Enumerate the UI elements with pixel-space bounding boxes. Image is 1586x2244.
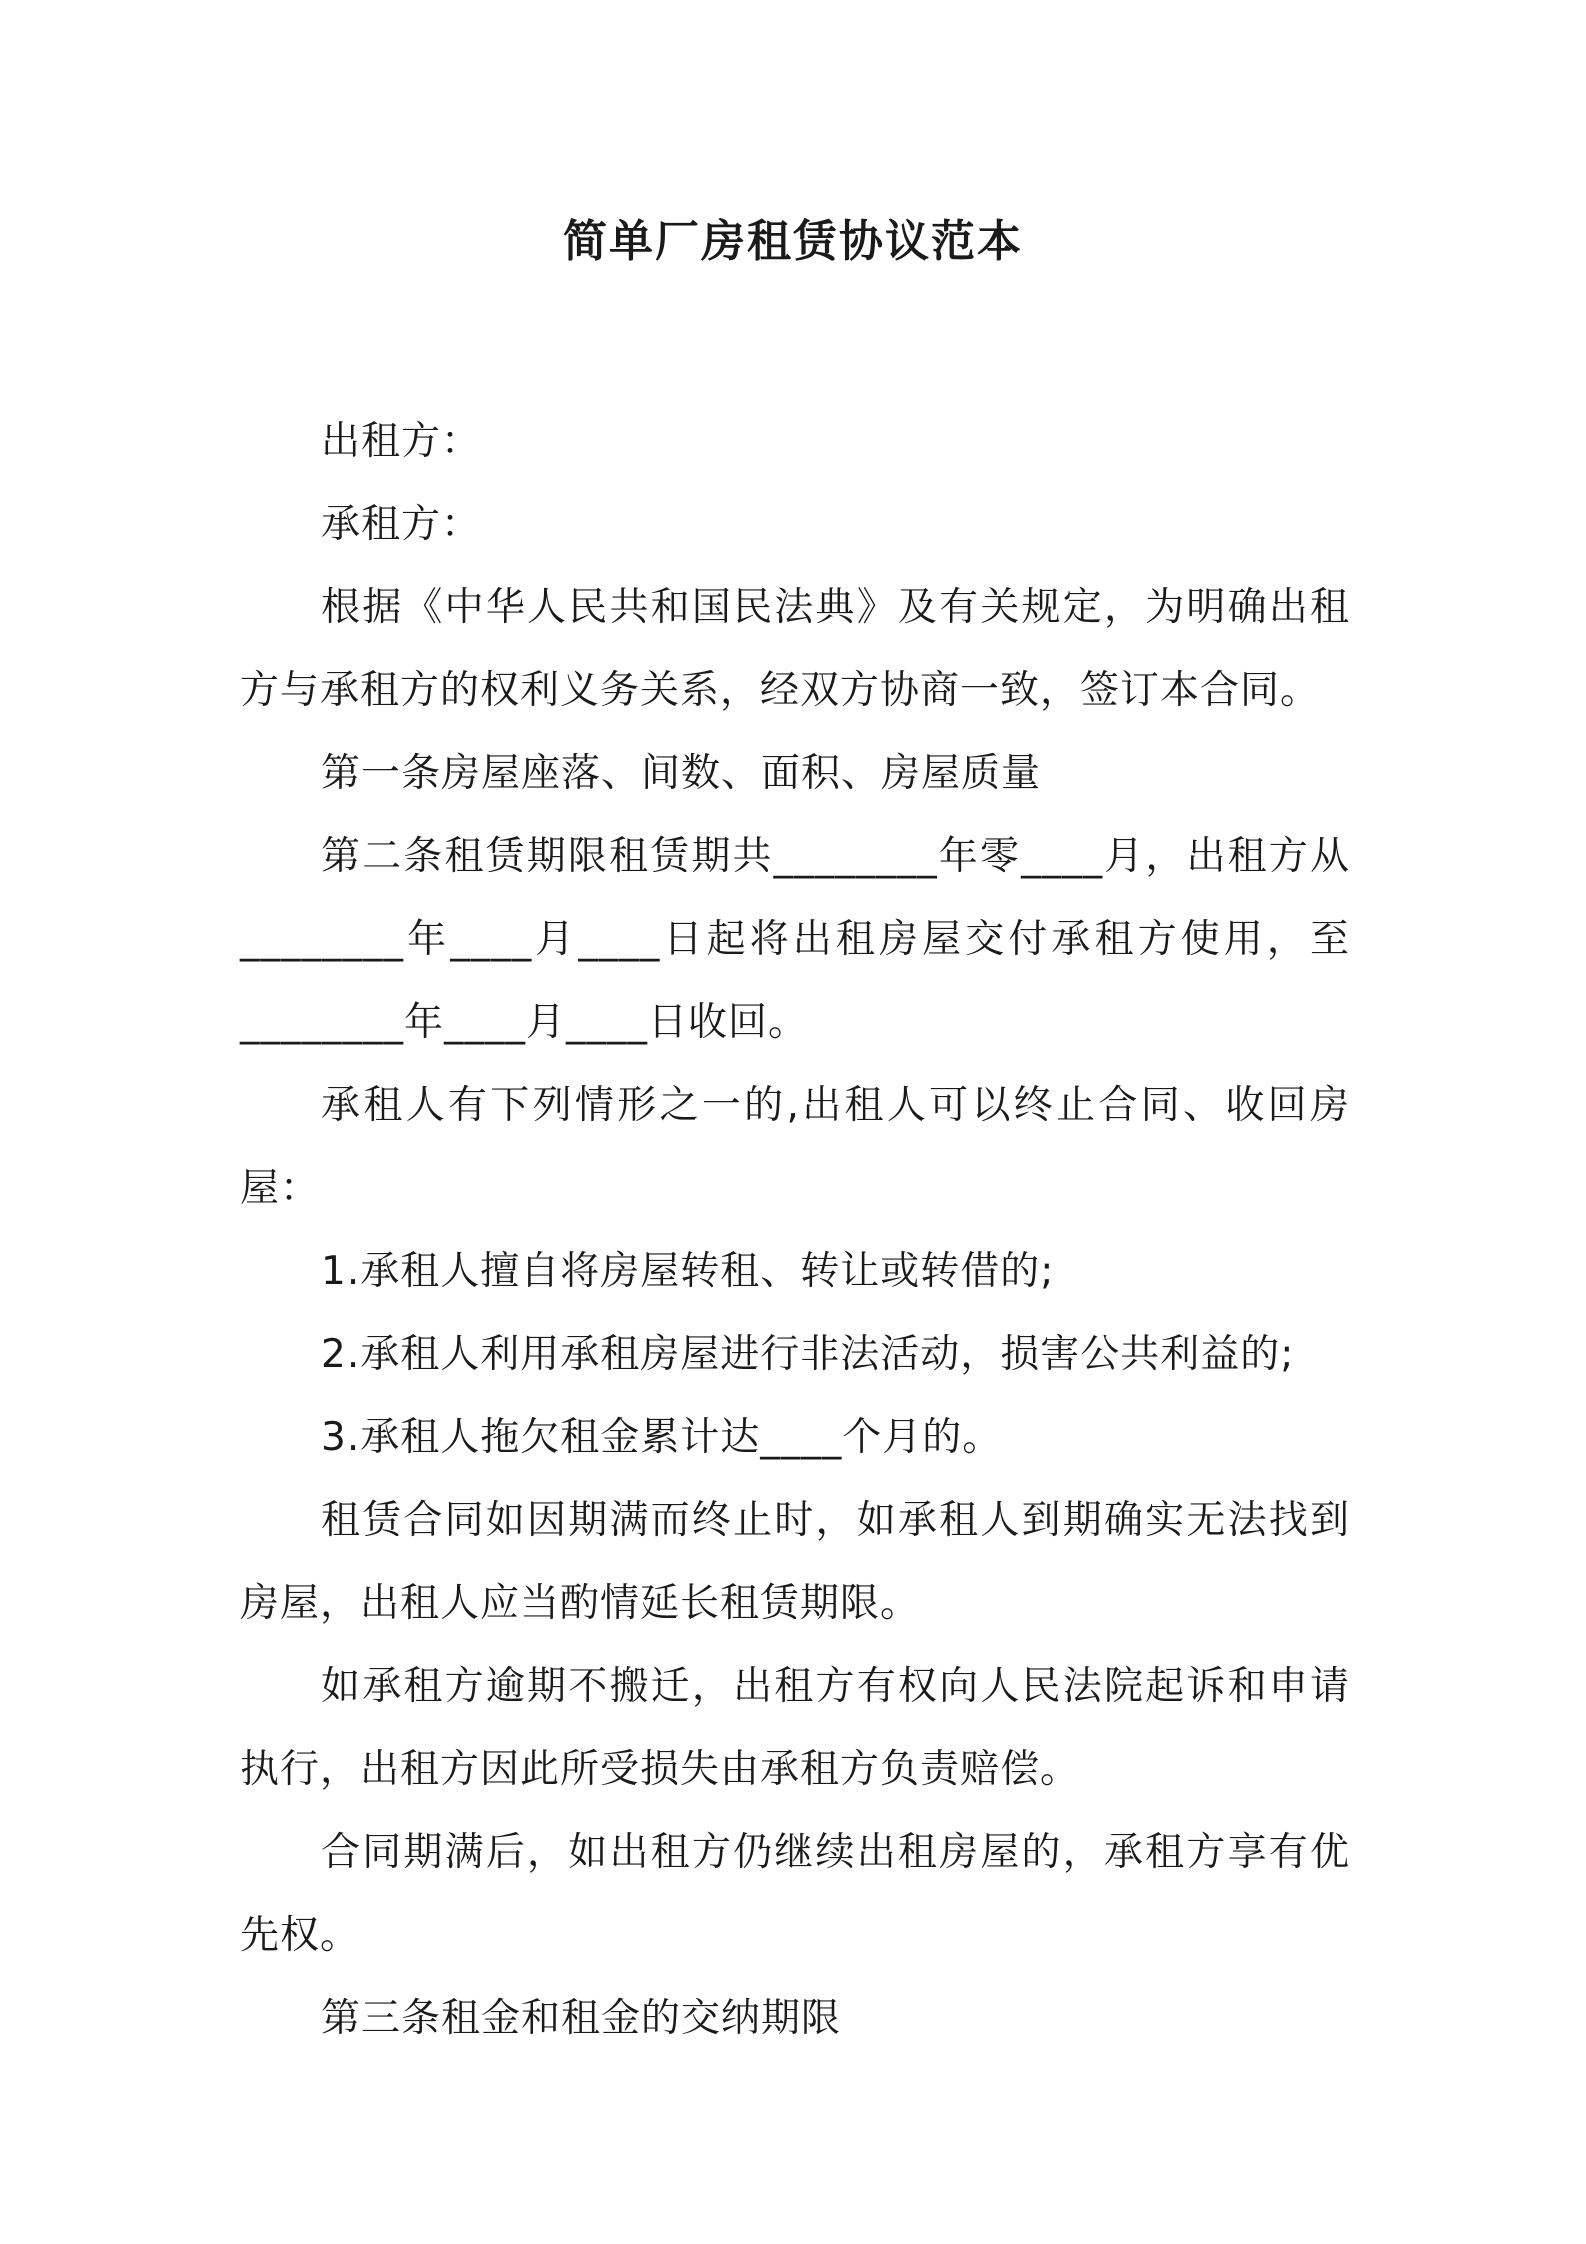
paragraph-expiry-extension: 租赁合同如因期满而终止时，如承租人到期确实无法找到房屋，出租人应当酌情延长租赁期限。: [240, 1498, 1350, 1626]
paragraph-preamble: 根据《中华人民共和国民法典》及有关规定，为明确出租方与承租方的权利义务关系，经双方协商一致，签订本合同。: [240, 585, 1350, 713]
termination-item-1: 1.承租人擅自将房屋转租、转让或转借的;: [321, 1249, 1055, 1294]
article-2-term: 第二条租赁期限租赁期共________年零____月，出租方从________年____月____日起将出租房屋交付承租方使用，至________年____月____日收回。: [240, 834, 1350, 1045]
document-body: [240, 400, 1350, 2060]
termination-item-2: 2.承租人利用承租房屋进行非法活动，损害公共利益的;: [321, 1332, 1295, 1377]
paragraph-termination-intro: 承租人有下列情形之一的,出租人可以终止合同、收回房屋：: [240, 1083, 1350, 1211]
article-1-heading: 第一条房屋座落、间数、面积、房屋质量: [321, 751, 1042, 796]
paragraph-priority-right: 合同期满后，如出租方仍继续出租房屋的，承租方享有优先权。: [240, 1830, 1350, 1958]
document-title: 简单厂房租赁协议范本: [563, 216, 1023, 267]
paragraph-lessor: 出租方：: [321, 419, 482, 464]
paragraph-overdue-move: 如承租方逾期不搬迁，出租方有权向人民法院起诉和申请执行，出租方因此所受损失由承租方负责赔偿。: [240, 1664, 1350, 1792]
article-3-heading: 第三条租金和租金的交纳期限: [321, 1996, 842, 2041]
termination-item-3: 3.承租人拖欠租金累计达____个月的。: [321, 1415, 1003, 1460]
paragraph-lessee: 承租方：: [321, 502, 482, 547]
